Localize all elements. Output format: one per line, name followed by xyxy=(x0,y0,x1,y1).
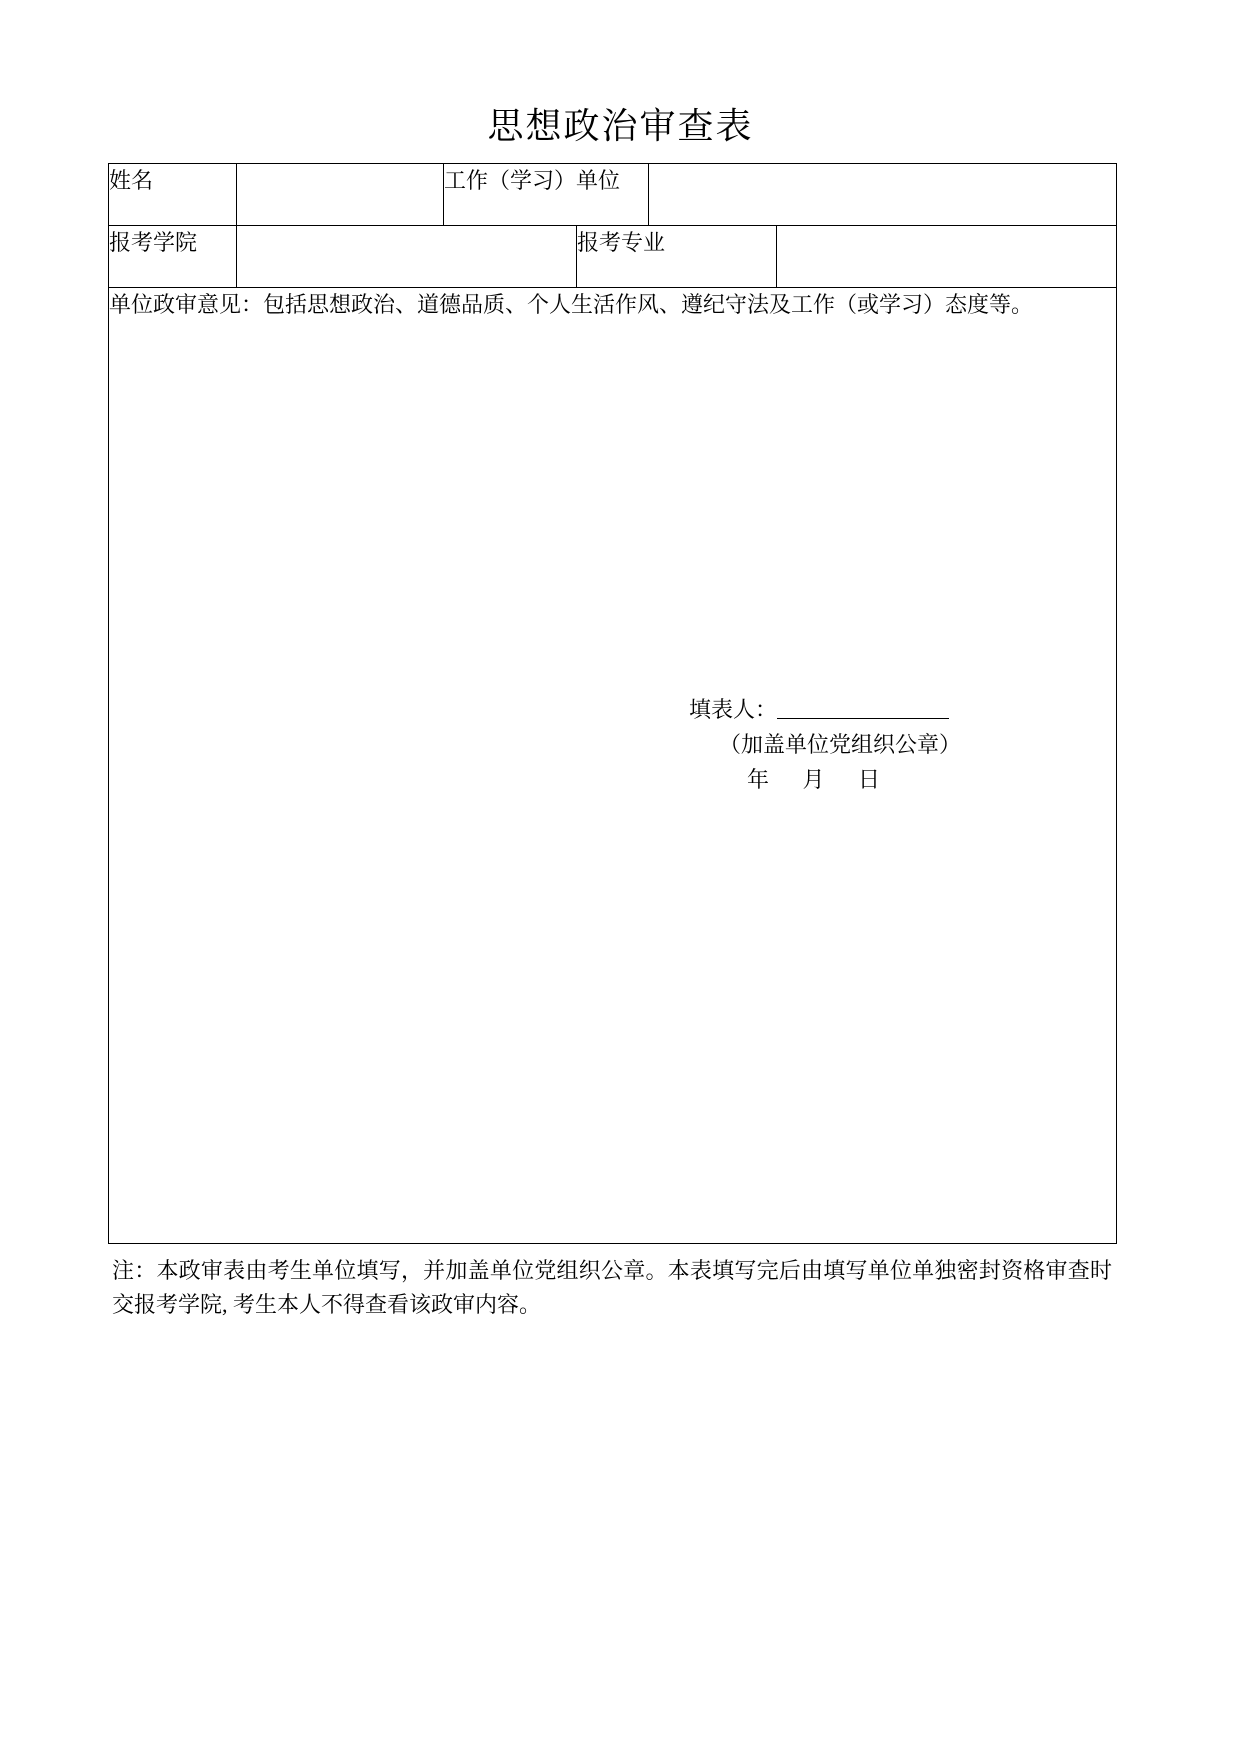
review-form-table xyxy=(108,163,1117,1244)
table-row xyxy=(109,226,1117,288)
opinion-cell[interactable] xyxy=(109,288,1117,1244)
table-row xyxy=(109,164,1117,226)
major-label: 报考专业 xyxy=(577,226,777,288)
footer-note: 注：本政审表由考生单位填写，并加盖单位党组织公章。本表填写完后由填写单位单独密封资格审查时交报考学院, 考生本人不得查看该政审内容。 xyxy=(112,1258,1112,1318)
signer-input-line[interactable] xyxy=(777,698,949,719)
signer-line xyxy=(689,693,1089,724)
name-field[interactable] xyxy=(237,164,444,226)
name-label: 姓名 xyxy=(109,164,237,226)
seal-note: （加盖单位党组织公章） xyxy=(719,732,962,757)
signer-label: 填表人： xyxy=(689,697,778,722)
page-title: 思想政治审查表 xyxy=(487,106,754,146)
signature-block xyxy=(689,693,1089,794)
college-label: 报考学院 xyxy=(109,226,237,288)
opinion-prompt: 单位政审意见：包括思想政治、道德品质、个人生活作风、遵纪守法及工作（或学习）态度等。 xyxy=(109,292,1034,317)
work-unit-field[interactable] xyxy=(649,164,1117,226)
date-line: 年 月 日 xyxy=(747,767,895,792)
work-unit-label: 工作（学习）单位 xyxy=(444,164,649,226)
major-field[interactable] xyxy=(777,226,1117,288)
table-row xyxy=(109,288,1117,1244)
college-field[interactable] xyxy=(237,226,577,288)
